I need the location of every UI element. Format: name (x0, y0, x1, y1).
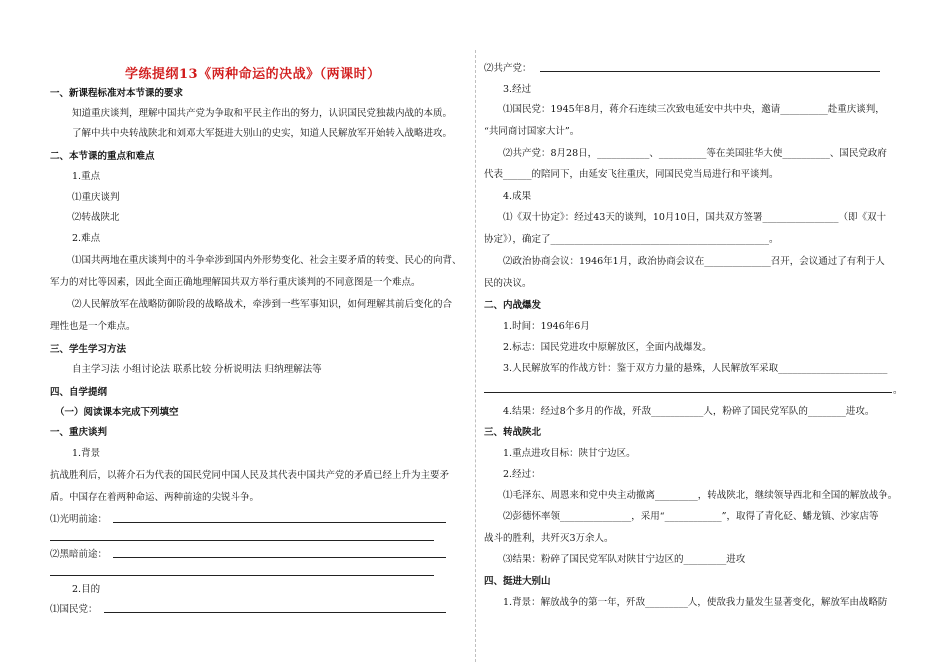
left-line: ⑵转战陕北 (72, 212, 120, 223)
right-line: 1.时间：1946年6月 (503, 321, 590, 332)
right-line: 民的决议。 (484, 278, 532, 289)
right-line: 代表______的陪同下，由延安飞往重庆，同国民党当局进行和平谈判。 (484, 169, 779, 180)
right-line: ⑴《双十协定》：经过43天的谈判，10月10日，国共双方签署________________（即《双十 (503, 212, 887, 223)
left-line: 三、学生学习方法 (50, 344, 127, 355)
left-line: ⑵人民解放军在战略防御阶段的战略战术，牵涉到一些军事知识，如何理解其前后变化的合 (72, 299, 453, 310)
right-line: 2.经过： (503, 469, 541, 480)
left-line: 二、本节课的重点和难点 (50, 151, 155, 162)
right-line: 二、内战爆发 (484, 300, 542, 311)
right-line: 协定》），确定了______________________________________________。 (484, 234, 779, 245)
left-line: ⑴国民党： (50, 604, 98, 615)
left-line: 四、自学提纲 (50, 387, 108, 398)
answer-blank-line (113, 557, 446, 558)
right-line: ⑴毛泽东、周恩来和党中央主动撤离_________，转战陕北，继续领导西北和全国的解放战争。 (503, 490, 898, 501)
left-line: （一）阅读课本完成下列填空 (55, 407, 179, 418)
left-line: 1.重点 (72, 171, 101, 182)
column-divider (475, 50, 476, 662)
right-line: “共同商讨国家大计”。 (484, 126, 580, 137)
left-line: 一、新课程标准对本节课的要求 (50, 88, 184, 99)
right-line: 1.重点进攻目标：陕甘宁边区。 (503, 448, 636, 459)
left-line: 2.难点 (72, 233, 101, 244)
left-line: ⑴光明前途： (50, 514, 108, 525)
right-line: ⑶结果：粉碎了国民党军队对陕甘宁边区的_________进攻 (503, 554, 746, 565)
right-line: 3.经过 (503, 84, 532, 95)
left-line: 自主学习法 小组讨论法 联系比较 分析说明法 归纳理解法等 (72, 364, 322, 375)
left-line: 2.目的 (72, 584, 101, 595)
right-line: ⑵共产党：8月28日，___________、__________等在美国驻华大使__________、国民党政府 (503, 148, 887, 159)
right-line: 2.标志：国民党进攻中原解放区，全面内战爆发。 (503, 342, 712, 353)
answer-blank-line (50, 540, 434, 541)
right-line: ⑵政治协商会议：1946年1月，政治协商会议在______________召开，会议通过了有利于人 (503, 256, 885, 267)
answer-blank-line (113, 522, 446, 523)
answer-blank-line (104, 612, 446, 613)
right-line: ⑴国民党：1945年8月，蒋介石连续三次致电延安中共中央，邀请__________赴重庆谈判， (503, 104, 885, 115)
left-line: ⑴国共两地在重庆谈判中的斗争牵涉到国内外形势变化、社会主要矛盾的转变、民心的向背、 (72, 255, 462, 266)
answer-blank-line (484, 392, 892, 393)
right-line: 4.结果：经过8个多月的作战，歼敌___________人，粉碎了国民党军队的________进攻。 (503, 406, 875, 417)
right-line: 1.背景：解放战争的第一年，歼敌_________人，使敌我力量发生显著变化，解放军由战略防 (503, 597, 888, 608)
right-line: 4.成果 (503, 191, 532, 202)
page-title: 学练提纲13《两种命运的决战》（两课时） (125, 67, 381, 82)
right-line: 四、挺进大别山 (484, 576, 551, 587)
left-line: ⑴重庆谈判 (72, 192, 120, 203)
answer-blank-line (540, 71, 880, 72)
right-line: 三、转战陕北 (484, 427, 542, 438)
left-line: 了解中共中央转战陕北和刘邓大军挺进大别山的史实，知道人民解放军开始转入战略进攻。 (72, 128, 453, 139)
right-line: ⑵共产党： (484, 63, 532, 74)
right-line: ⑵彭德怀率领_______________，采用“____________”，取得了青化砭、蟠龙镇、沙家店等 (503, 511, 879, 522)
left-line: ⑵黑暗前途： (50, 549, 108, 560)
trailing-period: 。 (893, 385, 903, 396)
right-line: 3.人民解放军的作战方针：鉴于双方力量的悬殊，人民解放军采取_______________________ (503, 363, 888, 374)
answer-blank-line (50, 575, 434, 576)
left-line: 一、重庆谈判 (50, 427, 108, 438)
left-line: 军力的对比等因素，因此全面正确地理解国共双方举行重庆谈判的不同意图是一个难点。 (50, 277, 421, 288)
left-line: 1.背景 (72, 448, 101, 459)
left-line: 抗战胜利后，以蒋介石为代表的国民党同中国人民及其代表中国共产党的矛盾已经上升为主要矛 (50, 470, 450, 481)
left-line: 知道重庆谈判，理解中国共产党为争取和平民主作出的努力，认识国民党独裁内战的本质。 (72, 108, 453, 119)
left-line: 理性也是一个难点。 (50, 321, 136, 332)
left-line: 盾。中国存在着两种命运、两种前途的尖锐斗争。 (50, 492, 260, 503)
right-line: 战斗的胜利，共歼灭3万余人。 (484, 533, 614, 544)
